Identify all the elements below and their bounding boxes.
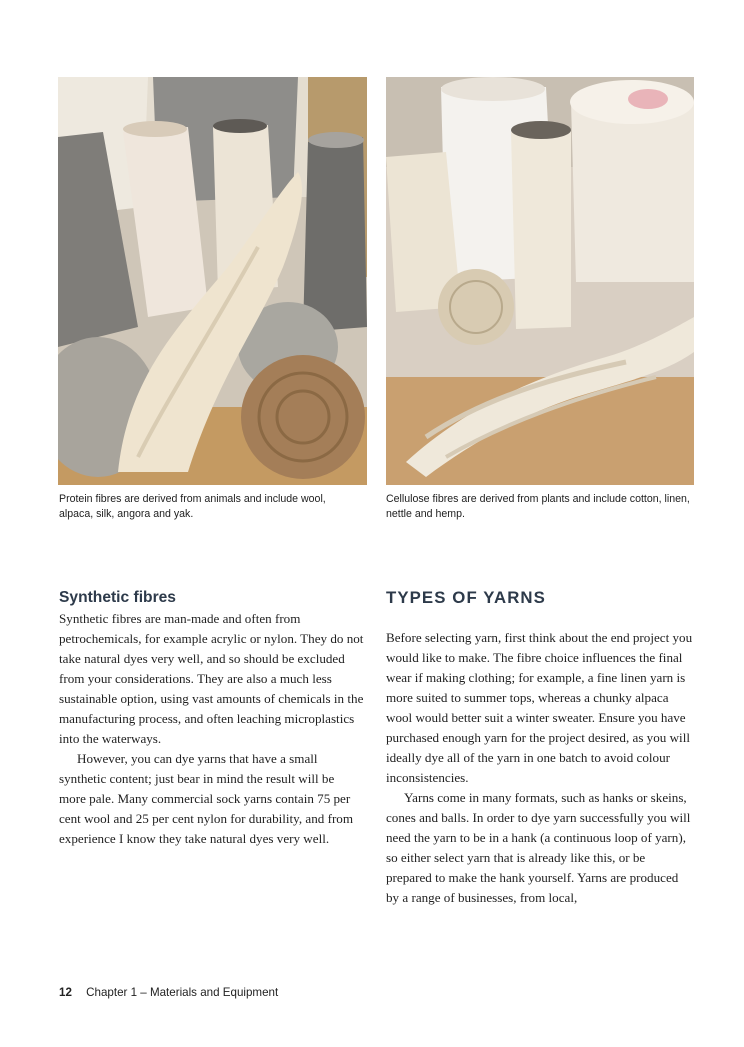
page-footer (59, 986, 278, 999)
left-text-column (59, 587, 364, 849)
types-of-yarns-heading: TYPES OF YARNS (386, 588, 546, 607)
page-number: 12 (59, 986, 72, 999)
body-paragraph: Synthetic fibres are man-made and often from petrochemicals, for example acrylic or nylon. They do not take natural dyes very well, and so should be excluded from your considerations. They are also a much less sustainable option, using vast amounts of chemicals in the manufacturing process, and often leaching microplastics into the waterways. (59, 611, 364, 746)
body-paragraph: Yarns come in many formats, such as hanks or skeins, cones and balls. In order to dye yarn successfully you will need the yarn to be in a hank (a continuous loop of yarn), so either select yarn that is already like this, or be prepared to make the hank yourself. Yarns are produced by a range of businesses, from local, (386, 790, 691, 905)
body-paragraph: Before selecting yarn, first think about the end project you would like to make. The fibre choice influences the final wear if making clothing; for example, a fine linen yarn is more suited to summer tops, whereas a chunky alpaca wool would better suit a winter sweater. Ensure you have purchased enough yarn for the project desired, as you will ideally dye all of the yarn in one batch to avoid colour inconsistencies. (386, 630, 693, 785)
synthetic-fibres-heading: Synthetic fibres (59, 589, 176, 606)
protein-fibres-caption: Protein fibres are derived from animals and include wool, alpaca, silk, angora and yak. (59, 493, 326, 520)
cellulose-fibres-caption: Cellulose fibres are derived from plants and include cotton, linen, nettle and hemp. (386, 493, 690, 520)
right-text-column (386, 587, 694, 908)
cellulose-fibres-photo (386, 77, 694, 485)
body-paragraph: However, you can dye yarns that have a small synthetic content; just bear in mind the result will be more pale. Many commercial sock yarns contain 75 per cent wool and 25 per cent nylon for durability, and from experience I know they take natural dyes very well. (59, 751, 354, 846)
protein-fibres-photo (58, 77, 367, 485)
running-title: Chapter 1 – Materials and Equipment (86, 986, 279, 999)
